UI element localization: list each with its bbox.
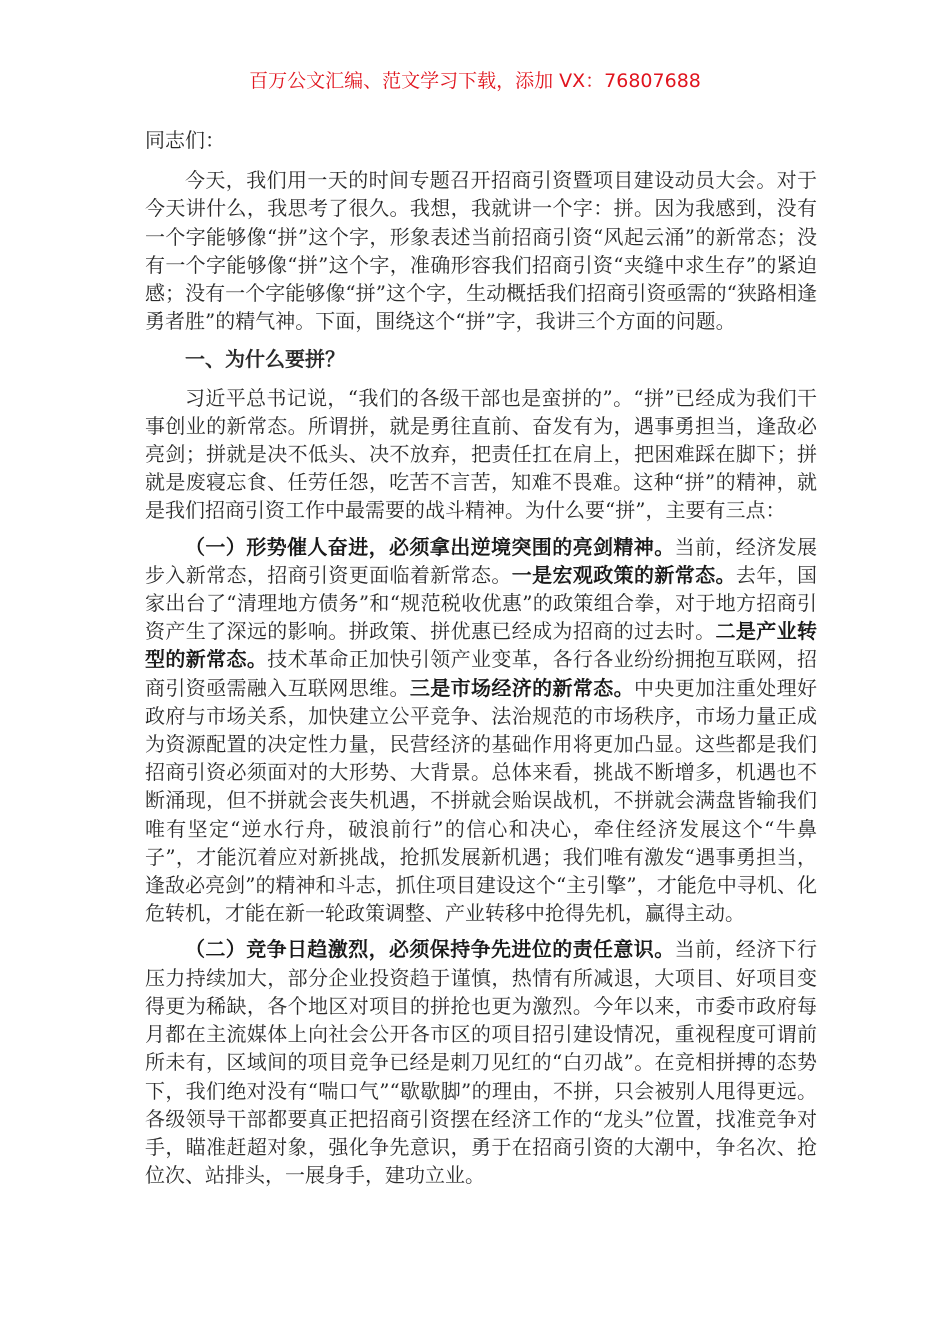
point1-text-a: 当前，经济发展步入新常态，招商引资更面临着新常态。 (145, 534, 818, 587)
point1-text-b: 去年，国家出台了“清理地方债务”和“规范税收优惠”的政策组合拳，对于地方招商引资产生了深远的影响。拼政策、拼优惠已经成为招商的过去时。 (145, 562, 817, 644)
point2-heading: （二）竞争日趋激烈，必须保持争先进位的责任意识。 (185, 937, 675, 962)
point2-text: 当前，经济下行压力持续加大，部分企业投资趋于谨慎，热情有所减退，大项目、好项目变得更为稀缺，各个地区对项目的拼抢也更为激烈。今年以来，市委市政府每月都在主流媒体上向社会公开各市区的项目招引建设情况，重视程度可谓前所未有，区域间的项目竞争已经是刺刀见红的“白刃战”。在竞相拼搏的态势下，我们绝对没有“喘口气”“歇歇脚”的理由，不拼，只会被别人甩得更远。各级领导干部都要真正把招商引资摆在经济工作的“龙头”位置，找准竞争对手，瞄准赶超对象，强化争先意识，勇于在招商引资的大潮中，争名次、抢位次、站排头，一展身手，建功立业。 (145, 937, 818, 1188)
point2-paragraph (145, 935, 817, 1189)
intro-paragraph: 今天，我们用一天的时间专题召开招商引资暨项目建设动员大会。对于今天讲什么，我思考了很久。我想，我就讲一个字：拼。因为我感到，没有一个字能够像“拼”这个字，形象表述当前招商引资“风起云涌”的新常态；没有一个字能够像“拼”这个字，准确形容我们招商引资“夹缝中求生存”的紧迫感；没有一个字能够像“拼”这个字，生动概括我们招商引资亟需的“狭路相逢勇者胜”的精气神。下面，围绕这个“拼”字，我讲三个方面的问题。 (145, 168, 817, 334)
point1-paragraph (145, 533, 817, 928)
section1-paragraph: 习近平总书记说，“我们的各级干部也是蛮拼的”。“拼”已经成为我们干事创业的新常态。所谓拼，就是勇往直前、奋发有为，遇事勇担当，逢敌必亮剑；拼就是决不低头、决不放弃，把责任扛在肩上，把困难踩在脚下；拼就是废寝忘食、任劳任怨，吃苦不言苦，知难不畏难。这种“拼”的精神，就是我们招商引资工作中最需要的战斗精神。为什么要“拼”，主要有三点： (145, 385, 817, 523)
watermark-header: 百万公文汇编、范文学习下载，添加 VX：76807688 (249, 70, 701, 92)
point1-text-c: 技术革命正加快引领产业变革，各行各业纷纷拥抱互联网，招商引资亟需融入互联网思维。 (145, 647, 817, 700)
point1-heading: （一）形势催人奋进，必须拿出逆境突围的亮剑精神。 (185, 534, 675, 559)
point1-bold-c: 二是产业转型的新常态。 (145, 619, 817, 672)
point1-bold-d: 三是市场经济的新常态。 (409, 675, 634, 700)
salutation: 同志们： (145, 128, 225, 152)
point1-text-d: 中央更加注重处理好政府与市场关系，加快建立公平竞争、法治规范的市场秩序，市场力量正成为资源配置的决定性力量，民营经济的基础作用将更加凸显。这些都是我们招商引资必须面对的大形势、大背景。总体来看，挑战不断增多，机遇也不断涌现，但不拼就会丧失机遇，不拼就会贻误战机，不拼就会满盘皆输我们唯有坚定“逆水行舟，破浪前行”的信心和决心，牵住经济发展这个“牛鼻子”，才能沉着应对新挑战，抢抓发展新机遇；我们唯有激发“遇事勇担当，逢敌必亮剑”的精神和斗志，抓住项目建设这个“主引擎”，才能危中寻机、化危转机，才能在新一轮政策调整、产业转移中抢得先机，赢得主动。 (145, 675, 817, 926)
point1-bold-b: 一是宏观政策的新常态。 (511, 562, 736, 587)
document-body (145, 126, 817, 1197)
section-heading-1: 一、为什么要拼？ (185, 347, 345, 372)
